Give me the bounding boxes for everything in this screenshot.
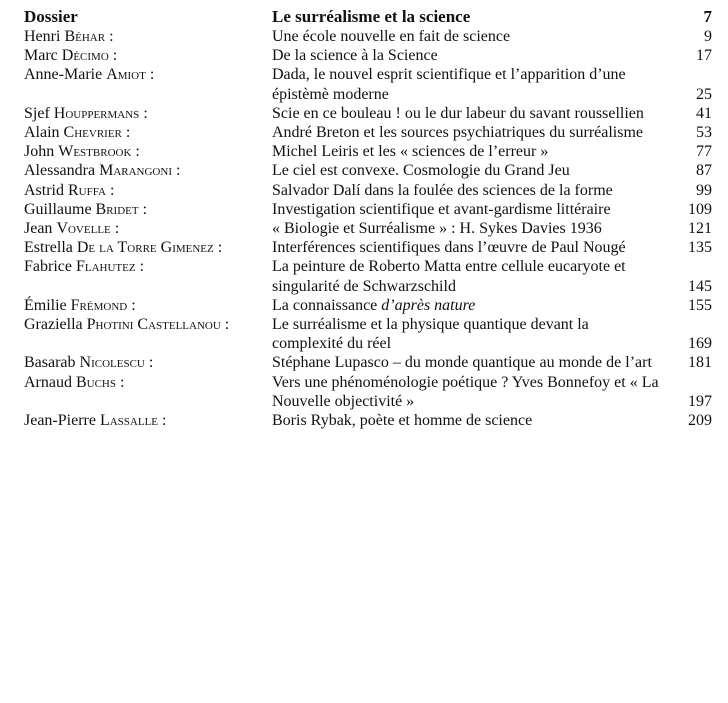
author-name [24, 181, 272, 200]
author-separator: : [105, 28, 114, 45]
article-page-number: 135 [688, 239, 712, 257]
author-separator: : [158, 412, 167, 430]
toc-entry [24, 181, 712, 200]
author-last-name: Westbrook [58, 143, 132, 161]
toc-entry [24, 142, 712, 161]
toc-entry [24, 353, 712, 372]
article-title-text: Stéphane Lupasco – du monde quantique au monde de l’art [272, 354, 652, 372]
author-separator: : [105, 181, 115, 199]
author-separator: : [213, 239, 223, 257]
article-page-number: 169 [688, 335, 712, 353]
toc-entry [24, 161, 712, 180]
author-separator: : [220, 316, 230, 334]
article-title [272, 200, 662, 219]
author-name [24, 373, 272, 392]
author-name [24, 65, 272, 84]
author-separator: : [145, 66, 155, 84]
article-page-number: 17 [696, 47, 712, 65]
toc-entry [24, 257, 712, 295]
author-separator: : [127, 296, 136, 314]
author-last-name: Houppermans [53, 104, 140, 122]
author-last-name: Amiot [106, 66, 146, 84]
author-first-name: Astrid [24, 181, 64, 199]
author-last-name: Frémond [70, 296, 128, 314]
article-title-text: Michel Leiris et les « sciences de l’erreur » [272, 143, 549, 161]
author-name [24, 46, 272, 65]
toc-entry [24, 104, 712, 123]
article-title [272, 161, 662, 180]
article-title [272, 315, 662, 353]
author-last-name: Flahutez [75, 258, 136, 276]
author-separator: : [116, 373, 125, 391]
article-title-italic: d’après nature [381, 296, 476, 314]
author-separator: : [135, 258, 145, 276]
author-separator: : [121, 124, 131, 142]
author-first-name: Jean [24, 220, 53, 238]
toc-entry [24, 219, 712, 238]
article-title [272, 104, 662, 123]
article-title [272, 27, 662, 46]
article-title [272, 411, 662, 430]
toc-entry [24, 296, 712, 315]
author-name [24, 104, 272, 123]
article-title-text: André Breton et les sources psychiatriques du surréalisme [272, 124, 644, 142]
toc-entry [24, 238, 712, 257]
article-title-text: Salvador Dalí dans la foulée des sciences de la forme [272, 181, 613, 199]
author-name [24, 296, 272, 315]
article-title [272, 373, 662, 411]
article-page-number: 109 [688, 200, 712, 218]
author-first-name: Anne-Marie [24, 66, 103, 84]
toc-entry [24, 315, 712, 353]
author-first-name: Alain [24, 124, 60, 142]
article-title-text: Le ciel est convexe. Cosmologie du Grand Jeu [272, 162, 570, 180]
article-page-number: 25 [696, 85, 712, 103]
author-first-name: John [24, 143, 55, 161]
article-page-number: 9 [704, 28, 712, 45]
article-title-text: De la science à la Science [272, 47, 438, 65]
article-title-text: La peinture de Roberto Matta entre cellule eucaryote et singularité de Schwarzschild [272, 258, 626, 295]
author-last-name: Buchs [75, 373, 116, 391]
author-first-name: Fabrice [24, 258, 72, 276]
author-last-name: Chevrier [63, 124, 122, 142]
article-title [272, 142, 662, 161]
author-first-name: Basarab [24, 354, 76, 372]
article-title-text: Vers une phénoménologie poétique ? Yves Bonnefoy et « La Nouvelle objectivité » [272, 373, 659, 410]
toc-entry [24, 27, 712, 46]
author-separator: : [139, 104, 148, 122]
author-first-name: Estrella [24, 239, 73, 257]
author-name [24, 411, 272, 430]
toc-entry [24, 200, 712, 219]
author-last-name: Ruffa [68, 181, 106, 199]
author-name [24, 257, 272, 276]
author-last-name: Nicolescu [79, 354, 145, 372]
article-title [272, 219, 662, 238]
article-title-text: Scie en ce bouleau ! ou le dur labeur du savant roussellien [272, 104, 644, 122]
author-last-name: Vovelle [56, 220, 111, 238]
article-page-number: 181 [688, 354, 712, 372]
article-title [272, 46, 662, 65]
article-page-number: 145 [688, 277, 712, 295]
article-title [272, 296, 662, 315]
article-title [272, 257, 662, 295]
article-page-number: 53 [696, 124, 712, 142]
author-last-name: Marangoni [99, 162, 172, 180]
article-page-number: 99 [696, 181, 712, 199]
author-last-name: Bridet [95, 200, 139, 218]
author-last-name: De la Torre Gimenez [76, 239, 214, 257]
entries-list [24, 27, 712, 430]
author-separator: : [138, 200, 148, 218]
article-title-text: Investigation scientifique et avant-gardisme littéraire [272, 200, 611, 218]
author-name [24, 315, 272, 334]
article-title [272, 181, 662, 200]
author-first-name: Guillaume [24, 200, 92, 218]
author-first-name: Arnaud [24, 373, 72, 391]
author-name [24, 353, 272, 372]
toc-entry [24, 123, 712, 142]
article-page-number: 209 [688, 412, 712, 430]
author-name [24, 238, 272, 257]
article-title [272, 123, 662, 142]
article-title-text: Boris Rybak, poète et homme de science [272, 412, 533, 430]
article-page-number: 77 [696, 143, 712, 161]
article-title-text: Dada, le nouvel esprit scientifique et l’apparition d’une épistèmè moderne [272, 66, 626, 103]
author-last-name: Décimo [61, 47, 109, 65]
author-first-name: Émilie [24, 296, 67, 314]
article-page-number: 87 [696, 162, 712, 180]
author-separator: : [110, 220, 120, 238]
author-name [24, 27, 272, 46]
article-page-number: 155 [688, 296, 712, 314]
author-last-name: Photini Castellanou [86, 316, 221, 334]
article-title-text: Le surréalisme et la physique quantique devant la complexité du réel [272, 316, 589, 353]
author-first-name: Marc [24, 47, 58, 65]
article-title-text: « Biologie et Surréalisme » : H. Sykes Davies 1936 [272, 220, 602, 238]
author-name [24, 142, 272, 161]
article-title [272, 238, 662, 257]
author-separator: : [144, 354, 154, 372]
dossier-title: Le surréalisme et la science [272, 7, 471, 26]
article-page-number: 41 [696, 104, 712, 122]
toc-entry [24, 46, 712, 65]
article-page-number: 121 [688, 220, 712, 238]
article-title-text: Une école nouvelle en fait de science [272, 28, 511, 45]
author-first-name: Graziella [24, 316, 83, 334]
author-last-name: Béhar [64, 28, 106, 45]
author-separator: : [131, 143, 140, 161]
section-label: Dossier [24, 7, 78, 26]
article-title [272, 353, 662, 372]
author-separator: : [108, 47, 118, 65]
toc-entry [24, 411, 712, 430]
article-title-text: La connaissance [272, 296, 382, 314]
author-last-name: Lassalle [99, 412, 159, 430]
dossier-header [24, 6, 712, 27]
toc-entry [24, 373, 712, 411]
author-name [24, 219, 272, 238]
author-first-name: Alessandra [24, 162, 96, 180]
table-of-contents [24, 6, 712, 430]
article-title [272, 65, 662, 103]
article-title-text: Interférences scientifiques dans l’œuvre de Paul Nougé [272, 239, 626, 257]
author-first-name: Henri [24, 28, 61, 45]
article-page-number: 197 [688, 392, 712, 410]
toc-entry [24, 65, 712, 103]
author-first-name: Jean-Pierre [24, 412, 96, 430]
author-name [24, 161, 272, 180]
author-separator: : [171, 162, 181, 180]
author-name [24, 123, 272, 142]
dossier-page-number: 7 [703, 7, 712, 26]
author-first-name: Sjef [24, 104, 50, 122]
author-name [24, 200, 272, 219]
